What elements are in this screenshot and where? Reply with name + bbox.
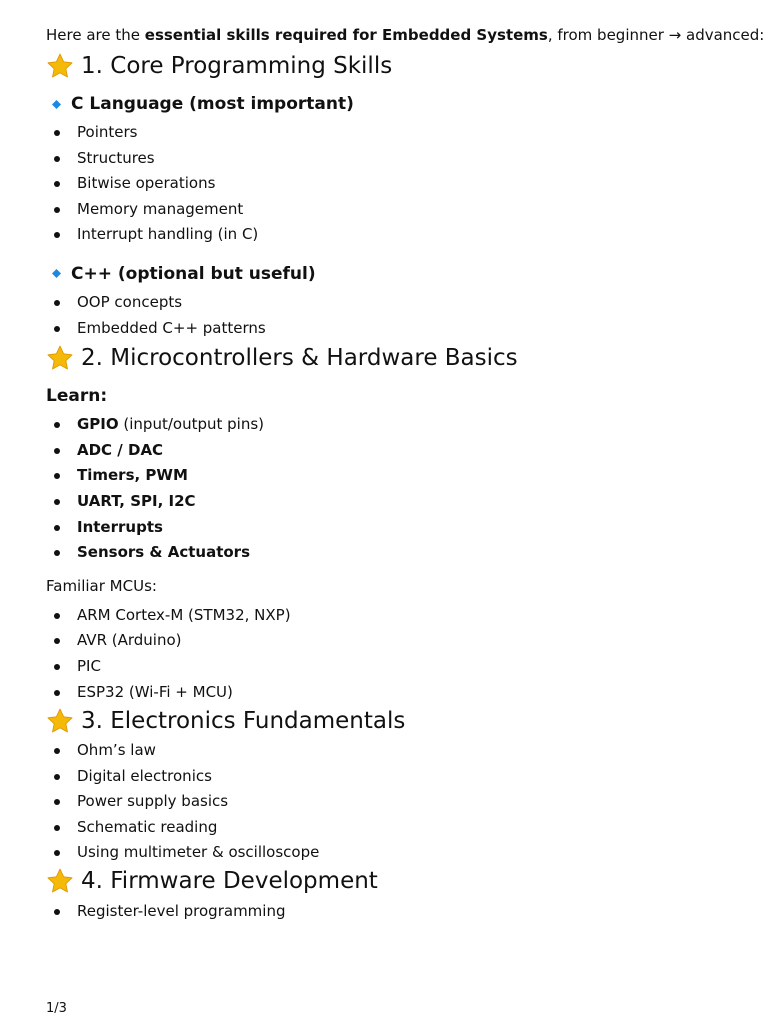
bullet-dot-icon (54, 909, 60, 915)
list-item (46, 412, 736, 438)
bullet-dot-icon (54, 300, 60, 306)
list-item (46, 438, 736, 464)
star-icon (46, 344, 74, 372)
list-item-text: Interrupt handling (in C) (77, 225, 259, 244)
list-item (46, 489, 736, 515)
list-item (46, 815, 736, 841)
list-item (46, 120, 736, 146)
list-item-text: Bitwise operations (77, 174, 216, 193)
page-number: 1/3 (46, 1001, 67, 1016)
blue-diamond-icon (52, 269, 61, 278)
star-icon (46, 707, 74, 735)
bullet-dot-icon (54, 550, 60, 556)
list-item-text: AVR (Arduino) (77, 631, 182, 650)
list-item (46, 628, 736, 654)
list-item (46, 290, 736, 316)
list-item-text: Structures (77, 148, 155, 167)
bullet-dot-icon (54, 448, 60, 454)
bullet-dot-icon (54, 207, 60, 213)
list-item-bold: GPIO (77, 415, 119, 434)
list-item (46, 463, 736, 489)
list-item (46, 540, 736, 566)
list-item (46, 146, 736, 172)
list-item-text: Pointers (77, 123, 138, 141)
bullet-dot-icon (54, 130, 60, 136)
list-item-text: Using multimeter & oscilloscope (77, 843, 320, 862)
subsection-title: C Language (most important) (71, 94, 354, 114)
bullet-dot-icon (54, 774, 60, 780)
learn-label: Learn: (46, 386, 108, 407)
bullet-dot-icon (54, 638, 60, 644)
list-item-bold: UART, SPI, I2C (77, 491, 196, 510)
bullet-dot-icon (54, 825, 60, 831)
bullet-dot-icon (54, 664, 60, 670)
list-item (46, 738, 736, 764)
bullet-dot-icon (54, 473, 60, 479)
list-item-bold: Interrupts (77, 517, 163, 536)
list-item (46, 222, 736, 248)
intro-paragraph (46, 24, 765, 46)
learn-list (46, 412, 736, 566)
intro-bold: essential skills required for Embedded Systems (144, 26, 548, 44)
intro-prefix: Here are the (46, 26, 145, 44)
bullet-dot-icon (54, 748, 60, 754)
list-item-text: Register-level programming (77, 902, 286, 921)
section-heading-microcontrollers (46, 343, 736, 373)
intro-suffix: , from beginner → advanced: (547, 26, 765, 44)
document-page (46, 24, 765, 925)
bullet-dot-icon (54, 326, 60, 332)
c-language-list (46, 120, 736, 248)
star-icon (46, 867, 74, 895)
list-item-text: Digital electronics (77, 766, 212, 785)
subsection-heading-cpp (46, 262, 736, 286)
mcu-list (46, 603, 736, 705)
bullet-dot-icon (54, 232, 60, 238)
electronics-list (46, 738, 736, 866)
list-item (46, 654, 736, 680)
list-item-text: PIC (77, 656, 101, 675)
list-item-text: Embedded C++ patterns (77, 318, 266, 337)
familiar-mcus-label: Familiar MCUs: (46, 576, 157, 595)
list-item (46, 789, 736, 815)
firmware-list (46, 899, 736, 925)
bullet-dot-icon (54, 850, 60, 856)
subsection-heading-c-language (46, 92, 736, 116)
subsection-title: C++ (optional but useful) (71, 263, 316, 284)
section-heading-firmware (46, 866, 736, 896)
list-item (46, 316, 736, 342)
list-item (46, 680, 736, 706)
section-title: 1. Core Programming Skills (81, 53, 393, 79)
star-icon (46, 52, 74, 80)
section-heading-electronics (46, 706, 736, 736)
cpp-list (46, 290, 736, 341)
list-item (46, 899, 736, 925)
section-title: 4. Firmware Development (81, 868, 378, 895)
list-item-text: OOP concepts (77, 292, 183, 311)
list-item-text: ESP32 (Wi-Fi + MCU) (77, 682, 233, 701)
list-item (46, 515, 736, 541)
list-item (46, 840, 736, 866)
list-item-text: Power supply basics (77, 792, 229, 811)
section-title: 2. Microcontrollers & Hardware Basics (81, 345, 518, 372)
list-item (46, 197, 736, 223)
bullet-dot-icon (54, 181, 60, 187)
bullet-dot-icon (54, 613, 60, 619)
bullet-dot-icon (54, 499, 60, 505)
list-item (46, 764, 736, 790)
list-item-text: Schematic reading (77, 817, 218, 836)
bullet-dot-icon (54, 799, 60, 805)
list-item-text: Memory management (77, 199, 244, 218)
bullet-dot-icon (54, 156, 60, 162)
list-item-bold: Sensors & Actuators (77, 543, 251, 562)
list-item (46, 171, 736, 197)
section-heading-core-programming (46, 51, 736, 81)
list-item-bold: Timers, PWM (77, 466, 188, 485)
list-item-text: Ohm’s law (77, 741, 156, 760)
list-item-bold: ADC / DAC (77, 440, 164, 459)
section-title: 3. Electronics Fundamentals (81, 708, 406, 735)
list-item-text: ARM Cortex-M (STM32, NXP) (77, 605, 291, 624)
bullet-dot-icon (54, 525, 60, 531)
bullet-dot-icon (54, 690, 60, 696)
list-item-text: (input/output pins) (118, 415, 265, 434)
blue-diamond-icon (52, 100, 61, 109)
bullet-dot-icon (54, 422, 60, 428)
list-item (46, 603, 736, 629)
